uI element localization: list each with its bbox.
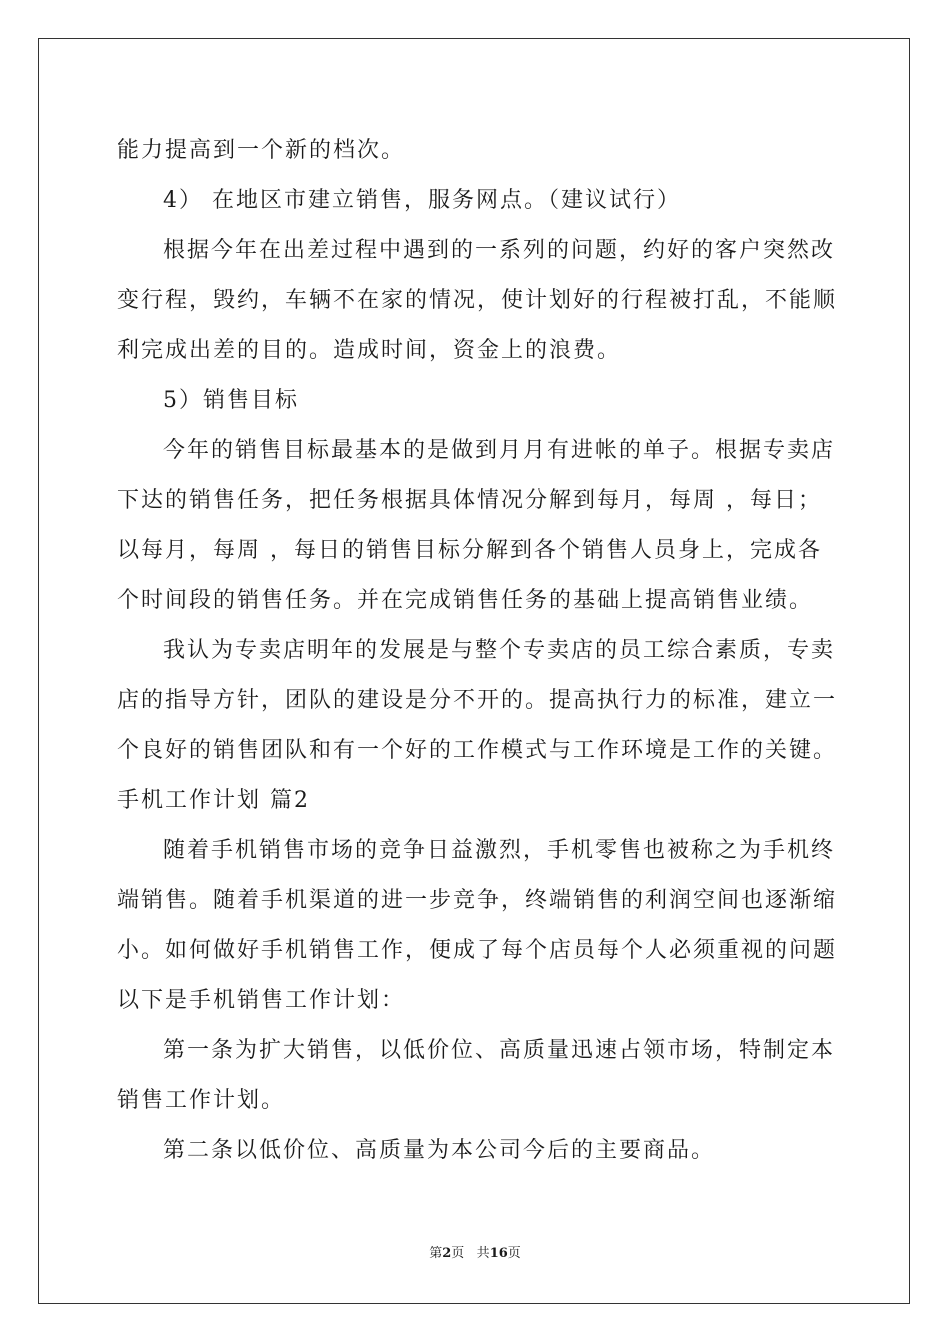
document-body xyxy=(117,126,837,1176)
text-line: 利完成出差的目的。造成时间，资金上的浪费。 xyxy=(117,338,622,363)
page-number: 2 xyxy=(442,1246,452,1261)
text-line: 随着手机销售市场的竞争日益激烈，手机零售也被称之为手机终 xyxy=(163,838,836,863)
total-pages: 16 xyxy=(489,1246,508,1261)
text-line: 店的指导方针，团队的建设是分不开的。提高执行力的标准，建立一 xyxy=(117,688,837,713)
page-label-prefix: 第 xyxy=(429,1246,443,1261)
text-line: 销售工作计划。 xyxy=(117,1088,286,1113)
text-line: 今年的销售目标最基本的是做到月月有进帐的单子。根据专卖店 xyxy=(163,438,836,463)
total-label-prefix: 共 xyxy=(476,1246,490,1261)
text-line: 个时间段的销售任务。并在完成销售任务的基础上提高销售业绩。 xyxy=(117,588,814,613)
total-label-suffix: 页 xyxy=(507,1246,521,1261)
text-line: 4） 在地区市建立销售，服务网点。（建议试行） xyxy=(163,188,681,213)
text-line: 我认为专卖店明年的发展是与整个专卖店的员工综合素质，专卖 xyxy=(163,638,836,663)
text-line: 变行程，毁约，车辆不在家的情况，使计划好的行程被打乱，不能顺 xyxy=(117,288,837,313)
text-line: 端销售。随着手机渠道的进一步竞争，终端销售的利润空间也逐渐缩 xyxy=(117,888,837,913)
page-label-suffix: 页 xyxy=(451,1246,465,1261)
text-line: 第一条为扩大销售，以低价位、高质量迅速占领市场，特制定本 xyxy=(163,1038,836,1063)
text-line: 小。如何做好手机销售工作，便成了每个店员每个人必须重视的问题 xyxy=(117,938,837,963)
text-line: 以下是手机销售工作计划： xyxy=(117,988,406,1013)
text-line: 能力提高到一个新的档次。 xyxy=(117,138,406,163)
text-line: 个良好的销售团队和有一个好的工作模式与工作环境是工作的关键。 xyxy=(117,738,837,763)
text-line: 下达的销售任务，把任务根据具体情况分解到每月，每周 ，每日； xyxy=(117,488,822,513)
text-line: 以每月，每周 ，每日的销售目标分解到各个销售人员身上，完成各 xyxy=(117,538,822,563)
text-line: 第二条以低价位、高质量为本公司今后的主要商品。 xyxy=(163,1138,716,1163)
page-footer xyxy=(0,1244,950,1264)
text-line: 根据今年在出差过程中遇到的一系列的问题，约好的客户突然改 xyxy=(163,238,836,263)
text-line: 5）销售目标 xyxy=(163,388,299,413)
section-heading: 手机工作计划 篇2 xyxy=(117,788,310,813)
